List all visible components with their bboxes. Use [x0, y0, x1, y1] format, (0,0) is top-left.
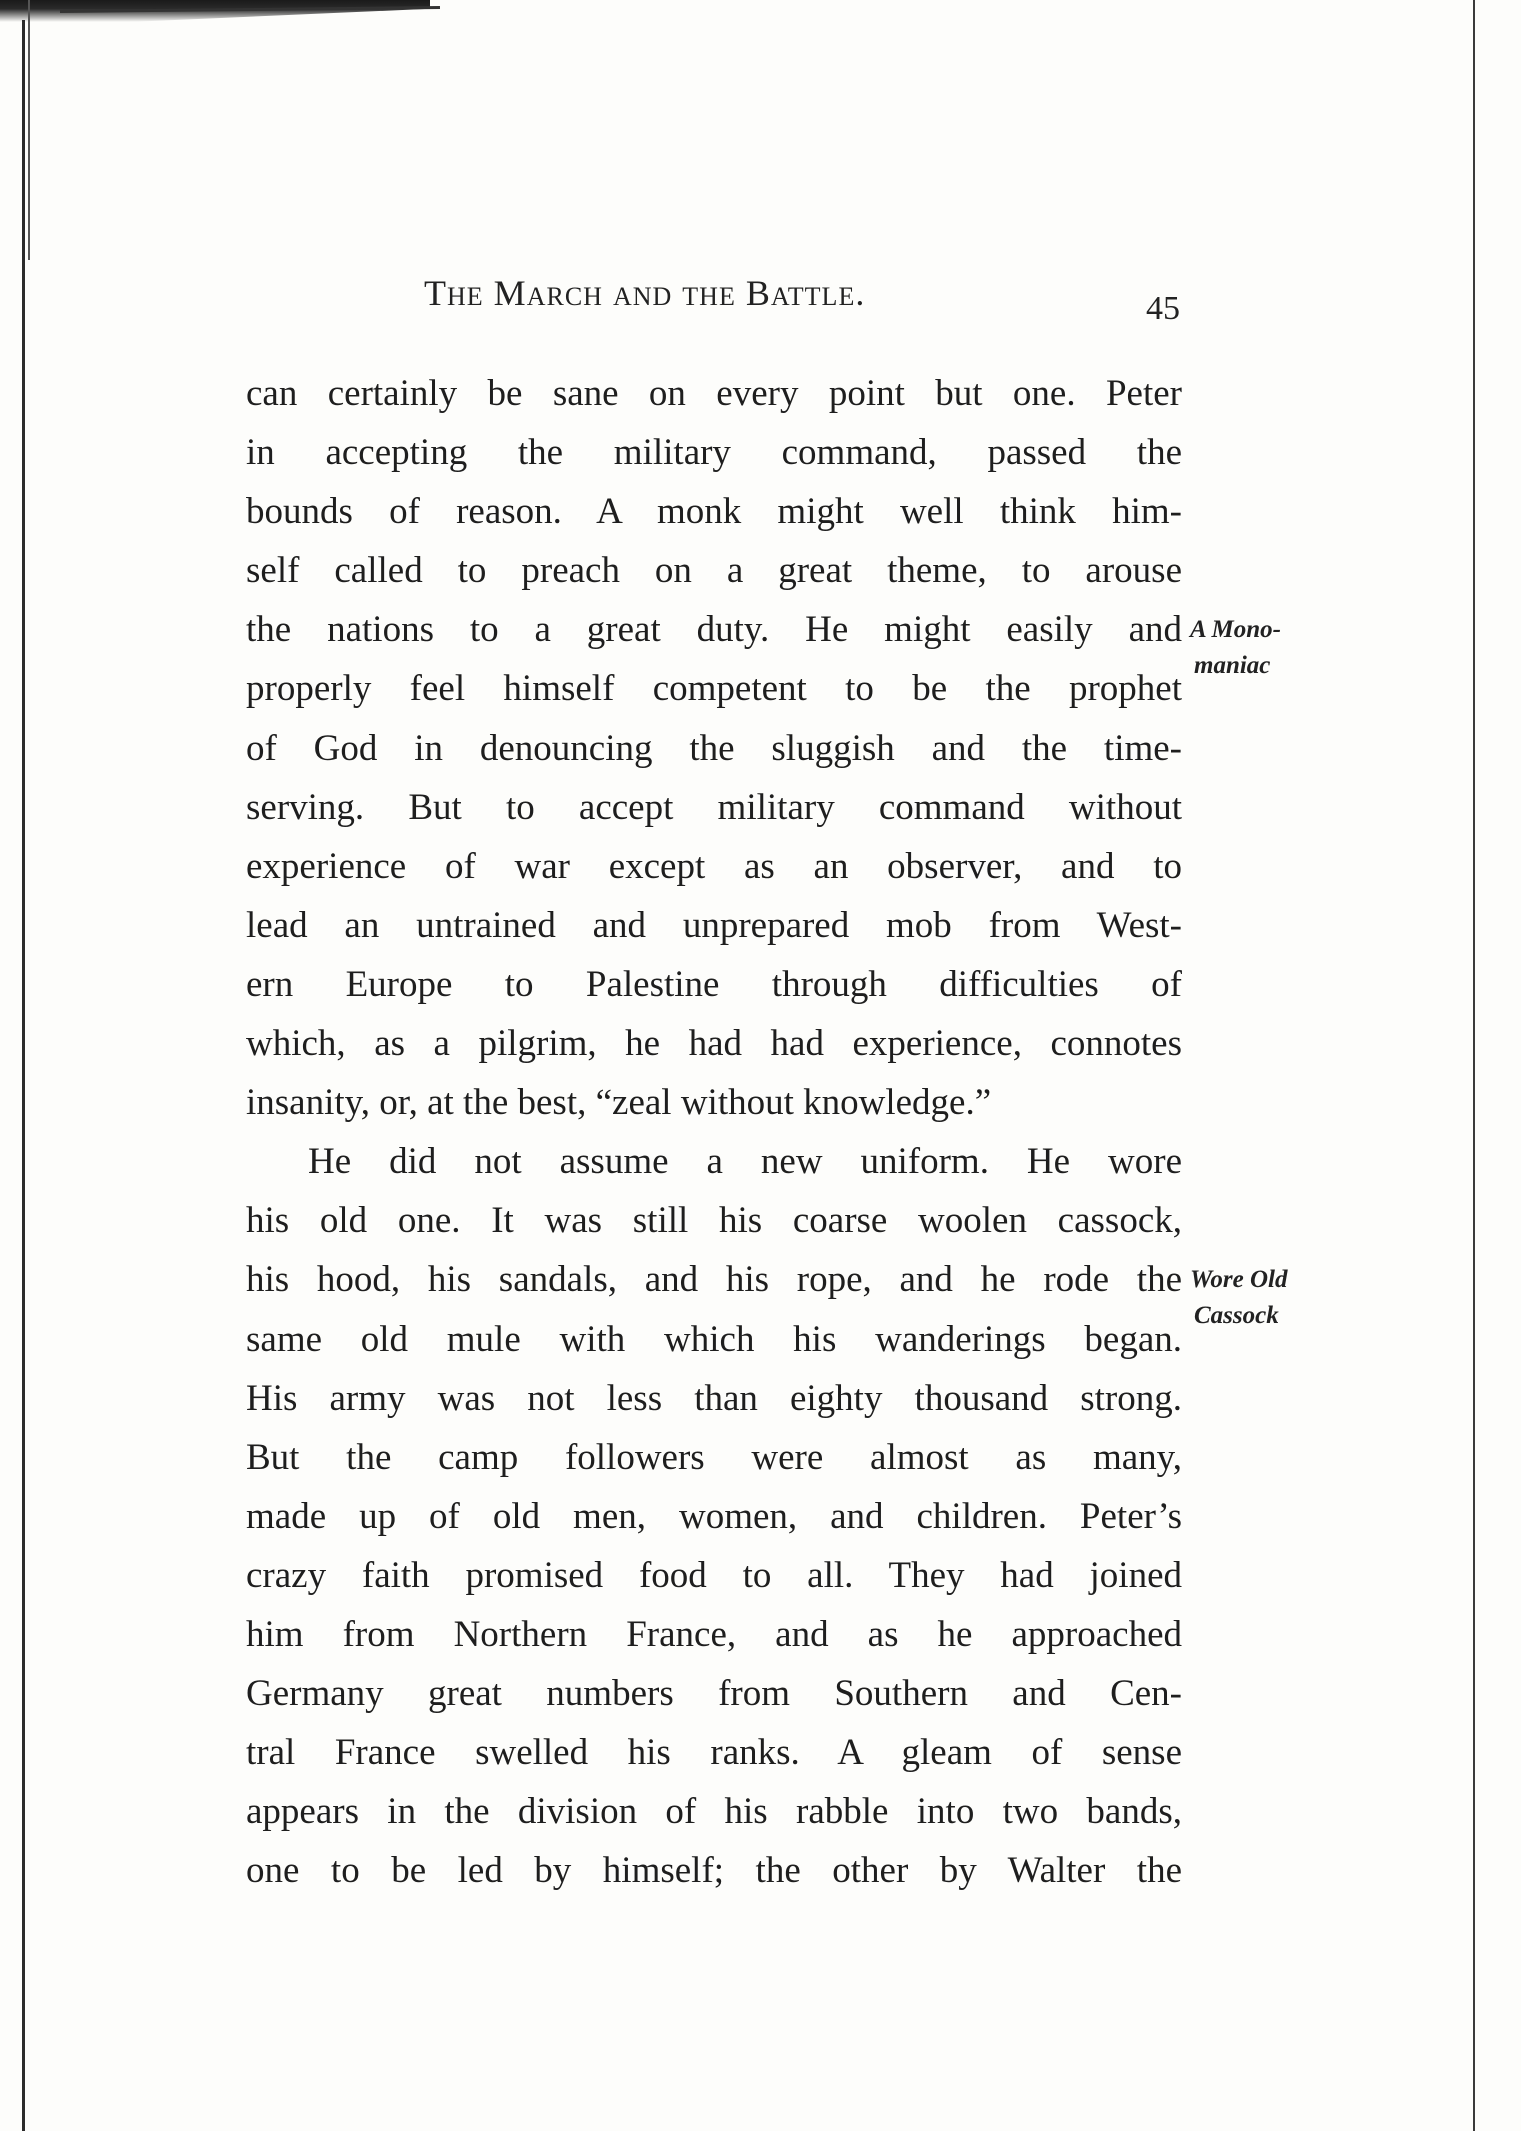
text-line: experience of war except as an observer, and to: [246, 845, 1182, 887]
running-title: [424, 272, 865, 314]
sidenote-line: Wore Old: [1190, 1266, 1288, 1293]
text-line: him from Northern France, and as he approached: [246, 1613, 1182, 1655]
text-line: serving. But to accept military command without: [246, 786, 1182, 828]
text-line: ern Europe to Palestine through difficulties of: [246, 963, 1182, 1005]
text-line: the nations to a great duty. He might easily and: [246, 609, 1182, 651]
text-line: He did not assume a new uniform. He wore: [308, 1141, 1182, 1183]
sidenote-line: maniac: [1194, 652, 1271, 679]
sidenote-line: Cassock: [1194, 1302, 1279, 1329]
page-number: 45: [1146, 290, 1180, 327]
text-line: His army was not less than eighty thousand strong.: [246, 1377, 1182, 1419]
text-line: his old one. It was still his coarse woolen cassock,: [246, 1200, 1182, 1242]
text-line: insanity, or, at the best, “zeal without knowledge.”: [246, 1082, 992, 1124]
text-line: his hood, his sandals, and his rope, and he rode the: [246, 1259, 1182, 1301]
text-line: Germany great numbers from Southern and Cen-: [246, 1673, 1182, 1715]
text-line: But the camp followers were almost as many,: [246, 1436, 1182, 1478]
text-line: of God in denouncing the sluggish and the time-: [246, 727, 1182, 769]
text-line: made up of old men, women, and children. Peter’s: [246, 1495, 1182, 1537]
text-line: lead an untrained and unprepared mob from West-: [246, 904, 1182, 946]
running-title-text: THE MARCH AND THE BATTLE.: [424, 273, 866, 313]
text-line: in accepting the military command, passed the: [246, 432, 1182, 474]
text-line: appears in the division of his rabble into two bands,: [246, 1791, 1182, 1833]
text-line: which, as a pilgrim, he had had experience, connotes: [246, 1023, 1182, 1065]
text-line: crazy faith promised food to all. They had joined: [246, 1554, 1182, 1596]
text-line: can certainly be sane on every point but one. Peter: [246, 373, 1182, 414]
sidenote-monomaniac: [1190, 612, 1281, 684]
body-text: [246, 364, 1182, 1900]
text-line: tral France swelled his ranks. A gleam of sense: [246, 1732, 1182, 1774]
sidenote-line: A Mono-: [1190, 616, 1282, 643]
sidenote-wore-old-cassock: [1190, 1262, 1287, 1334]
text-line: one to be led by himself; the other by Walter the: [246, 1850, 1182, 1892]
text-line: same old mule with which his wanderings began.: [246, 1318, 1182, 1360]
text-line: properly feel himself competent to be the prophet: [246, 668, 1182, 710]
text-line: self called to preach on a great theme, to arouse: [246, 550, 1182, 592]
text-line: bounds of reason. A monk might well think him-: [246, 491, 1182, 533]
